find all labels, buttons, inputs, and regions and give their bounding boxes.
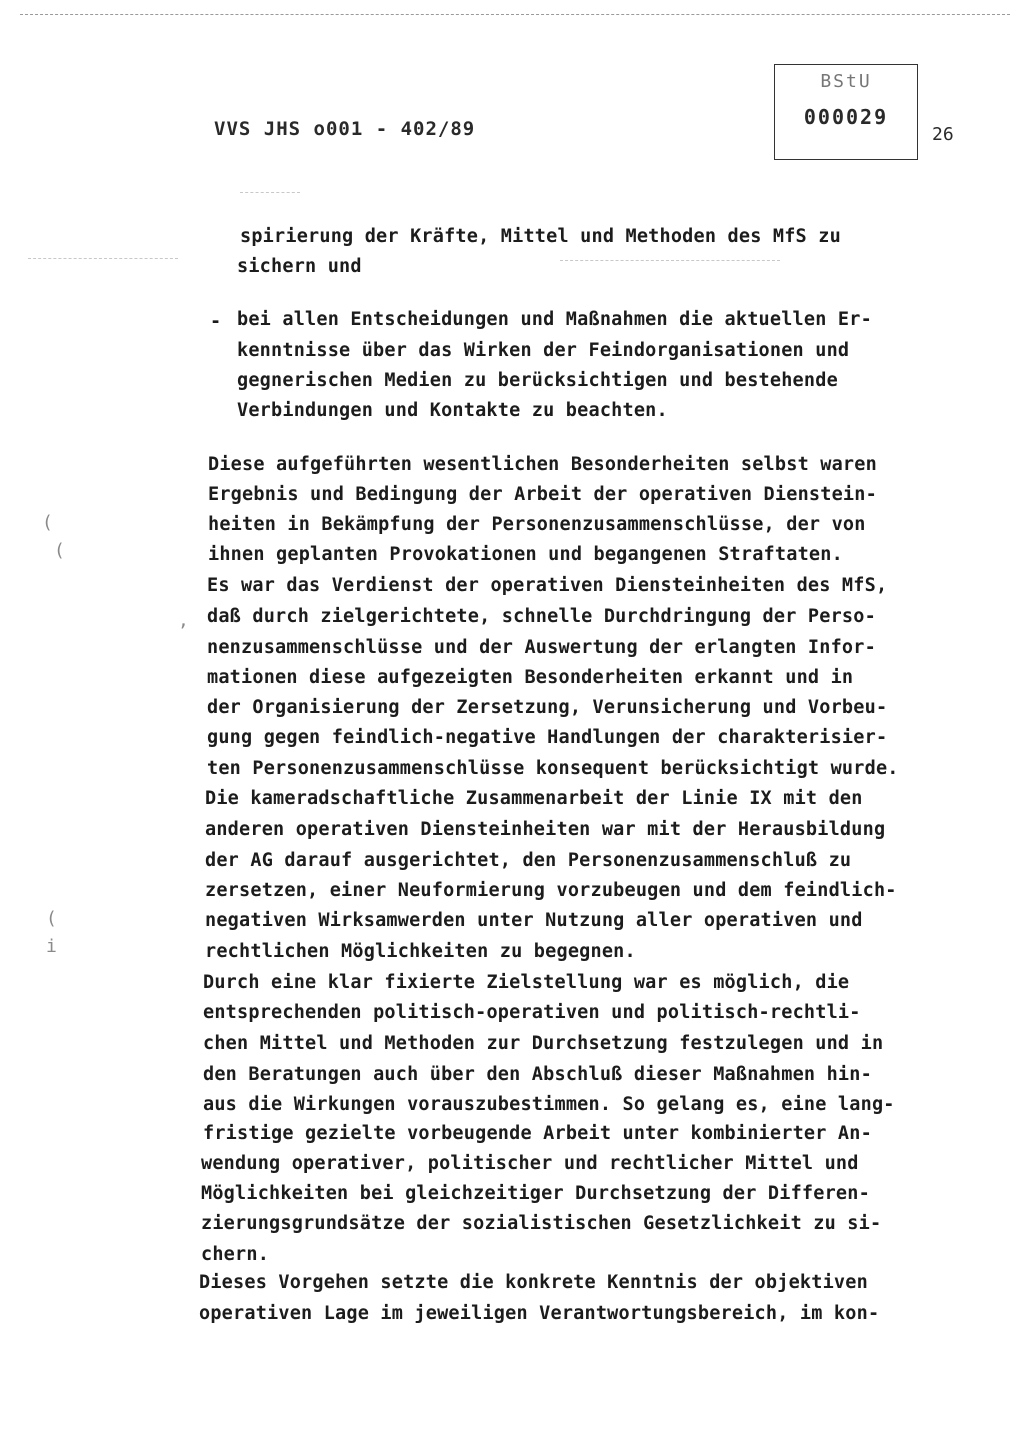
margin-mark: ( <box>54 540 65 561</box>
text-line: der Organisierung der Zersetzung, Verunsicherung und Vorbeu- <box>207 697 888 718</box>
text-line: anderen operativen Diensteinheiten war mit der Herausbildung <box>205 819 886 840</box>
stamp-label: BStU <box>820 71 872 92</box>
text-line: Durch eine klar fixierte Zielstellung war es möglich, die <box>203 972 850 993</box>
text-line: chern. <box>201 1244 270 1265</box>
archive-stamp <box>774 64 918 160</box>
text-line: gegnerischen Medien zu berücksichtigen und bestehende <box>237 370 838 391</box>
text-line: daß durch zielgerichtete, schnelle Durchdringung der Perso- <box>207 606 876 627</box>
text-line: Möglichkeiten bei gleichzeitiger Durchsetzung der Differen- <box>201 1183 870 1204</box>
margin-mark: ( <box>42 512 53 533</box>
margin-mark: ( <box>46 908 57 929</box>
text-line: fristige gezielte vorbeugende Arbeit unter kombinierter An- <box>203 1123 872 1144</box>
text-line: negativen Wirksamwerden unter Nutzung aller operativen und <box>205 910 863 931</box>
text-line: aus die Wirkungen vorauszubestimmen. So gelang es, eine lang- <box>203 1094 895 1115</box>
page-number: 26 <box>932 124 954 145</box>
faint-mark <box>28 258 178 259</box>
text-line: Die kameradschaftliche Zusammenarbeit der Linie IX mit den <box>205 788 863 809</box>
text-line: mationen diese aufgezeigten Besonderheiten erkannt und in <box>207 667 854 688</box>
text-line: rechtlichen Möglichkeiten zu begegnen. <box>205 941 636 962</box>
text-line: zierungsgrundsätze der sozialistischen Gesetzlichkeit zu si- <box>201 1213 882 1234</box>
text-line: sichern und <box>237 256 362 277</box>
document-reference: VVS JHS o001 - 402/89 <box>214 118 476 140</box>
text-line: entsprechenden politisch-operativen und politisch-rechtli- <box>203 1002 861 1023</box>
text-line: spirierung der Kräfte, Mittel und Methoden des MfS zu <box>240 226 841 247</box>
text-line: ihnen geplanten Provokationen und begangenen Straftaten. <box>208 544 843 565</box>
margin-mark: i <box>46 936 57 957</box>
text-line: Diese aufgeführten wesentlichen Besonderheiten selbst waren <box>208 454 877 475</box>
text-line: der AG darauf ausgerichtet, den Personenzusammenschluß zu <box>205 850 852 871</box>
faint-mark <box>560 260 780 261</box>
text-line: bei allen Entscheidungen und Maßnahmen die aktuellen Er- <box>237 309 872 330</box>
text-line: Verbindungen und Kontakte zu beachten. <box>237 400 668 421</box>
text-line: wendung operativer, politischer und rechtlicher Mittel und <box>201 1153 859 1174</box>
text-line: gung gegen feindlich-negative Handlungen der charakterisier- <box>207 727 888 748</box>
text-line: Dieses Vorgehen setzte die konkrete Kenntnis der objektiven <box>199 1272 868 1293</box>
margin-mark: , <box>178 610 189 631</box>
text-line: kenntnisse über das Wirken der Feindorganisationen und <box>237 340 850 361</box>
text-line: den Beratungen auch über den Abschluß dieser Maßnahmen hin- <box>203 1064 872 1085</box>
text-line: ten Personenzusammenschlüsse konsequent berücksichtigt wurde. <box>207 758 899 779</box>
top-scan-edge <box>20 14 1010 15</box>
text-line: operativen Lage im jeweiligen Verantwortungsbereich, im kon- <box>199 1303 880 1324</box>
text-line: Ergebnis und Bedingung der Arbeit der operativen Dienstein- <box>208 484 877 505</box>
text-line: chen Mittel und Methoden zur Durchsetzung festzulegen und in <box>203 1033 884 1054</box>
text-line: nenzusammenschlüsse und der Auswertung der erlangten Infor- <box>207 637 876 658</box>
bullet-dash: - <box>210 311 222 332</box>
stamp-number: 000029 <box>803 105 889 129</box>
text-line: zersetzen, einer Neuformierung vorzubeugen und dem feindlich- <box>205 880 897 901</box>
text-line: Es war das Verdienst der operativen Diensteinheiten des MfS, <box>207 575 888 596</box>
text-line: heiten in Bekämpfung der Personenzusammenschlüsse, der von <box>208 514 866 535</box>
faint-mark <box>240 192 300 193</box>
